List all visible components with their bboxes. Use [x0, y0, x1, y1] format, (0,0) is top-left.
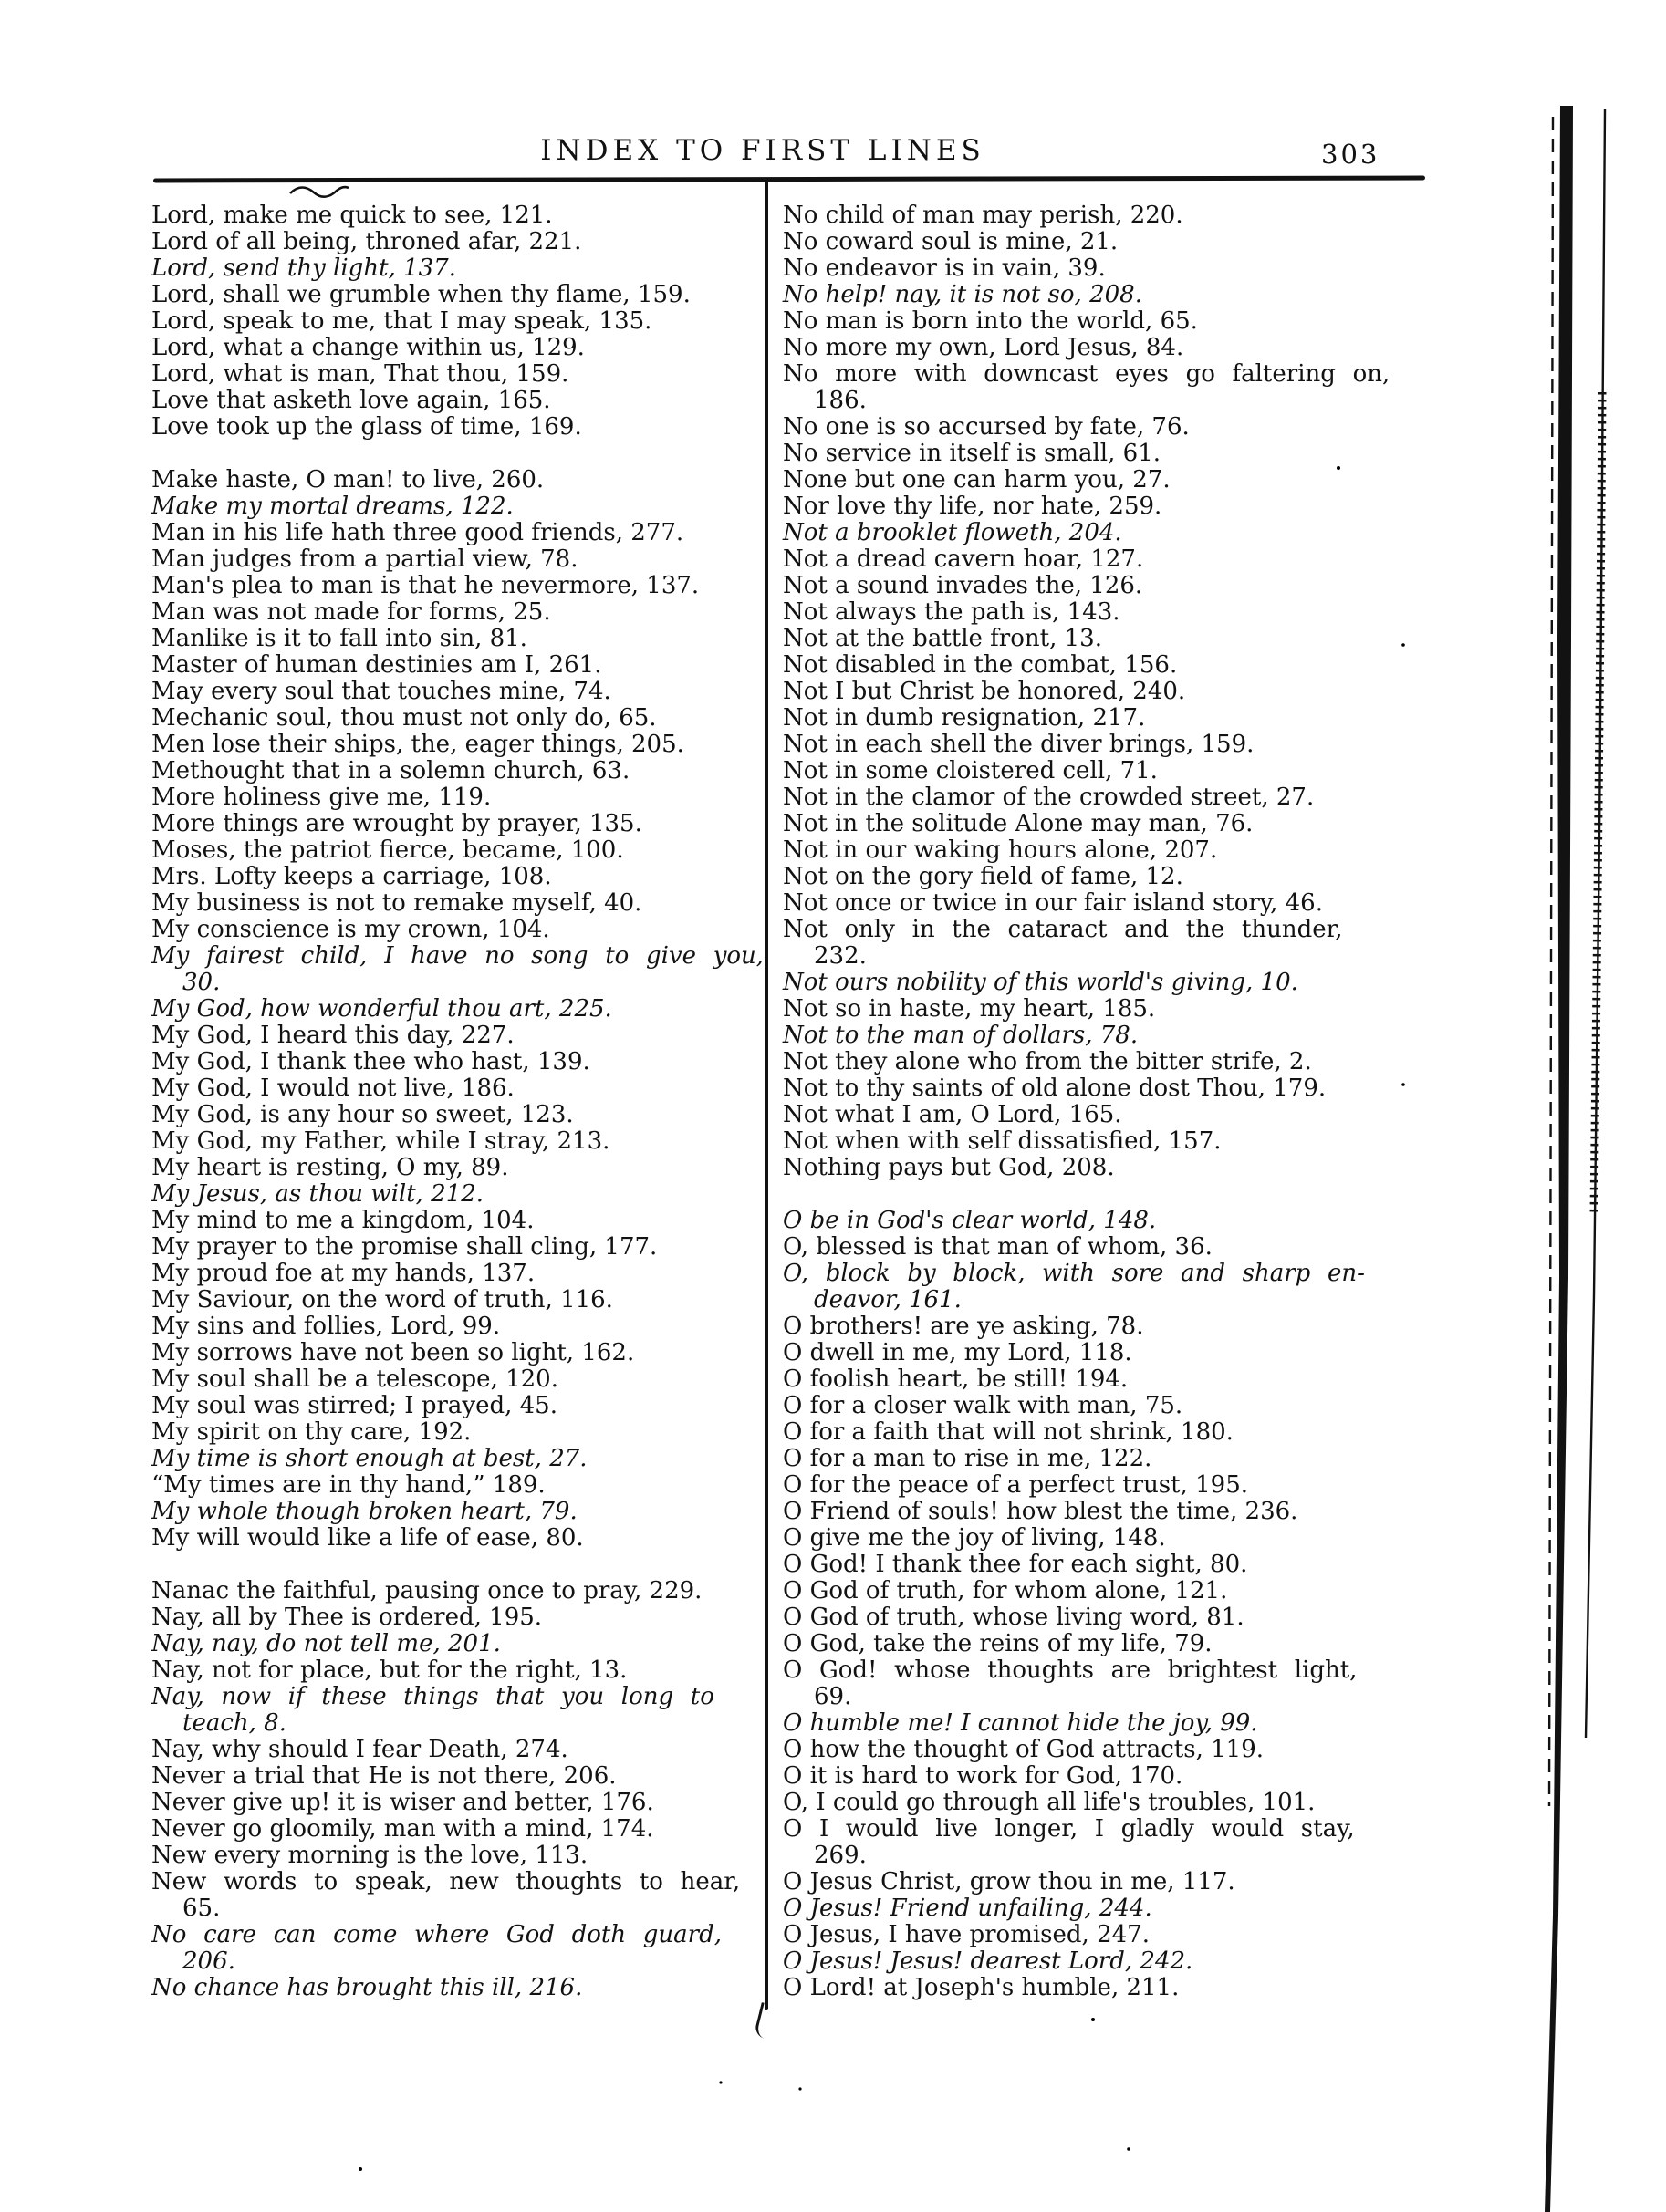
index-paragraph — [783, 1208, 1427, 2001]
index-entry-line: O God! I thank thee for each sight, 80. — [783, 1551, 1248, 1578]
index-entry-line: Not to thy saints of old alone dost Thou, 179. — [783, 1075, 1327, 1102]
index-paragraph — [151, 1578, 761, 2001]
index-entry-line: Lord, shall we grumble when thy flame, 159. — [151, 281, 691, 308]
index-entry-line: Manlike is it to fall into sin, 81. — [151, 625, 527, 652]
page-number: 303 — [1321, 139, 1380, 170]
index-entry-line: New every morning is the love, 113. — [151, 1842, 588, 1869]
index-entry-line: My Saviour, on the word of truth, 116. — [151, 1286, 613, 1314]
index-entry-line: Lord, what is man, That thou, 159. — [151, 360, 569, 388]
column-divider-rule — [765, 179, 768, 2010]
index-entry-line: O for a man to rise in me, 122. — [783, 1445, 1152, 1472]
index-entry-line: Never give up! it is wiser and better, 176. — [151, 1789, 654, 1816]
index-entry-line: My God, I would not live, 186. — [151, 1075, 515, 1102]
index-entry-line: Moses, the patriot fierce, became, 100. — [151, 836, 624, 864]
page-edge-line — [1586, 109, 1605, 1738]
index-entry-line: My time is short enough at best, 27. — [151, 1445, 588, 1472]
index-paragraph — [151, 466, 765, 1552]
index-entry-line: Nay, now if these things that you long to — [151, 1683, 714, 1710]
ink-speck — [719, 2081, 722, 2083]
index-entry-line: O for a faith that will not shrink, 180. — [783, 1418, 1234, 1446]
index-entry-line: Mrs. Lofty keeps a carriage, 108. — [151, 863, 552, 890]
index-entry-line: Not on the gory field of fame, 12. — [783, 863, 1183, 890]
index-entry-line: No more my own, Lord Jesus, 84. — [783, 334, 1184, 361]
index-entry-line: Not so in haste, my heart, 185. — [783, 995, 1156, 1023]
index-entry-line: Nanac the faithful, pausing once to pray, 229. — [151, 1577, 703, 1604]
index-entry-line: My spirit on thy care, 192. — [151, 1418, 472, 1446]
index-paragraph — [783, 203, 1427, 1181]
column-right — [783, 203, 1427, 2001]
index-entry-line: Love that asketh love again, 165. — [151, 387, 551, 414]
index-entry-line: No chance has brought this ill, 216. — [151, 1974, 583, 2001]
index-entry-line: O give me the joy of living, 148. — [783, 1524, 1166, 1552]
index-entry-line: Make haste, O man! to live, 260. — [151, 466, 545, 493]
index-entry-line: My soul shall be a telescope, 120. — [151, 1366, 558, 1393]
index-entry-line: Man judges from a partial view, 78. — [151, 545, 578, 573]
index-entry-line: O God of truth, whose living word, 81. — [783, 1604, 1244, 1631]
index-entry-line: No child of man may perish, 220. — [783, 202, 1183, 229]
index-entry-line: O brothers! are ye asking, 78. — [783, 1313, 1144, 1340]
index-entry-line: No more with downcast eyes go faltering on, — [783, 360, 1390, 388]
column-left — [151, 202, 765, 2001]
index-entry-line: O Lord! at Joseph's humble, 211. — [783, 1974, 1180, 2001]
index-entry-line: Not disabled in the combat, 156. — [783, 651, 1178, 679]
index-entry-line: O dwell in me, my Lord, 118. — [783, 1339, 1132, 1366]
index-entry-line: Not when with self dissatisfied, 157. — [783, 1127, 1222, 1155]
index-entry-line: Not in some cloistered cell, 71. — [783, 757, 1158, 784]
index-entry-line: Nay, why should I fear Death, 274. — [151, 1736, 568, 1763]
index-entry-line: My prayer to the promise shall cling, 177. — [151, 1233, 658, 1261]
index-entry-line: Master of human destinies am I, 261. — [151, 651, 602, 679]
index-entry-line: My will would like a life of ease, 80. — [151, 1524, 584, 1552]
index-entry-line: My sorrows have not been so light, 162. — [151, 1339, 635, 1366]
index-entry-line: No man is born into the world, 65. — [783, 307, 1198, 335]
index-entry-line: Not in the solitude Alone may man, 76. — [783, 810, 1254, 837]
index-entry-line: O Jesus! Friend unfailing, 244. — [783, 1895, 1152, 1922]
index-entry-line: O, I could go through all life's troubles, 101. — [783, 1789, 1316, 1816]
index-entry-line: Never a trial that He is not there, 206. — [151, 1762, 617, 1790]
index-entry-line: May every soul that touches mine, 74. — [151, 678, 611, 705]
index-entry-line: Nor love thy life, nor hate, 259. — [783, 493, 1162, 520]
index-entry-line: My business is not to remake myself, 40. — [151, 889, 642, 917]
index-entry-line: No service in itself is small, 61. — [783, 440, 1161, 467]
index-entry-line: O, blessed is that man of whom, 36. — [783, 1233, 1213, 1261]
index-entry-line: O Jesus, I have promised, 247. — [783, 1921, 1150, 1948]
index-entry-line: O for a closer walk with man, 75. — [783, 1392, 1183, 1419]
index-entry-continuation: 232. — [814, 942, 867, 970]
index-entry-line: My God, I heard this day, 227. — [151, 1022, 515, 1049]
index-entry-line: Methought that in a solemn church, 63. — [151, 757, 630, 784]
index-entry-line: My God, I thank thee who hast, 139. — [151, 1048, 590, 1075]
index-entry-line: O God, take the reins of my life, 79. — [783, 1630, 1213, 1657]
index-entry-line: Love took up the glass of time, 169. — [151, 413, 582, 441]
page-edge-broken-line — [1549, 117, 1553, 1806]
index-entry-continuation: 69. — [814, 1683, 852, 1710]
index-entry-line: O Jesus Christ, grow thou in me, 117. — [783, 1868, 1235, 1895]
index-entry-line: No endeavor is in vain, 39. — [783, 254, 1106, 282]
index-entry-line: Not ours nobility of this world's giving, 10. — [783, 969, 1298, 996]
index-entry-line: Not they alone who from the bitter strife, 2. — [783, 1048, 1312, 1075]
index-entry-line: Never go gloomily, man with a mind, 174. — [151, 1815, 654, 1843]
index-entry-line: New words to speak, new thoughts to hear, — [151, 1868, 741, 1895]
index-entry-line: O God! whose thoughts are brightest light, — [783, 1656, 1358, 1684]
ink-speck — [359, 2167, 362, 2171]
index-entry-line: Not a brooklet floweth, 204. — [783, 519, 1122, 546]
index-entry-line: Not always the path is, 143. — [783, 598, 1120, 626]
index-entry-line: O for the peace of a perfect trust, 195. — [783, 1471, 1249, 1499]
index-entry-line: Nay, not for place, but for the right, 13. — [151, 1656, 628, 1684]
index-entry-line: Lord, send thy light, 137. — [151, 254, 456, 282]
index-entry-line: O, block by block, with sore and sharp en- — [783, 1260, 1365, 1287]
index-entry-line: My proud foe at my hands, 137. — [151, 1260, 536, 1287]
index-entry-line: My fairest child, I have no song to give you, — [151, 942, 765, 970]
index-entry-line: Man's plea to man is that he nevermore, 137. — [151, 572, 700, 599]
index-entry-line: My God, how wonderful thou art, 225. — [151, 995, 612, 1023]
index-entry-line: Man in his life hath three good friends, 277. — [151, 519, 684, 546]
index-entry-line: Lord, make me quick to see, 121. — [151, 202, 553, 229]
index-entry-line: Not only in the cataract and the thunder, — [783, 916, 1343, 943]
index-entry-line: My mind to me a kingdom, 104. — [151, 1207, 535, 1234]
index-entry-line: Man was not made for forms, 25. — [151, 598, 551, 626]
index-entry-line: O humble me! I cannot hide the joy, 99. — [783, 1709, 1258, 1737]
index-entry-continuation: 186. — [814, 387, 867, 414]
index-entry-line: O foolish heart, be still! 194. — [783, 1366, 1129, 1393]
index-entry-line: My conscience is my crown, 104. — [151, 916, 550, 943]
index-entry-line: O Jesus! Jesus! dearest Lord, 242. — [783, 1947, 1193, 1975]
index-entry-line: Not I but Christ be honored, 240. — [783, 678, 1186, 705]
index-entry-line: My God, is any hour so sweet, 123. — [151, 1101, 574, 1128]
index-paragraph — [151, 203, 761, 441]
index-entry-line: More holiness give me, 119. — [151, 784, 492, 811]
column-divider-tail — [754, 2002, 774, 2039]
index-entry-line: O I would live longer, I gladly would stay, — [783, 1815, 1355, 1843]
index-entry-continuation: deavor, 161. — [814, 1286, 962, 1314]
index-entry-line: Lord of all being, throned afar, 221. — [151, 228, 582, 255]
index-entry-line: Not what I am, O Lord, 165. — [783, 1101, 1122, 1128]
index-entry-continuation: 269. — [814, 1842, 867, 1869]
index-entry-line: O how the thought of God attracts, 119. — [783, 1736, 1265, 1763]
header-rule — [153, 176, 1425, 183]
index-entry-line: O it is hard to work for God, 170. — [783, 1762, 1183, 1790]
ink-speck — [1127, 2147, 1130, 2151]
index-entry-line: Not in each shell the diver brings, 159. — [783, 731, 1255, 758]
index-entry-line: Nothing pays but God, 208. — [783, 1154, 1115, 1181]
index-entry-line: My Jesus, as thou wilt, 212. — [151, 1180, 484, 1208]
index-entry-line: Nay, nay, do not tell me, 201. — [151, 1630, 501, 1657]
index-entry-line: Not once or twice in our fair island story, 46. — [783, 889, 1323, 917]
ink-speck — [798, 2087, 801, 2090]
index-entry-line: Not a sound invades the, 126. — [783, 572, 1143, 599]
index-entry-line: O be in God's clear world, 148. — [783, 1207, 1157, 1234]
index-entry-continuation: 30. — [182, 969, 221, 996]
index-entry-line: None but one can harm you, 27. — [783, 466, 1171, 493]
gutter-shadow-streak — [1545, 106, 1573, 2212]
index-entry-line: No coward soul is mine, 21. — [783, 228, 1119, 255]
index-entry-line: Lord, what a change within us, 129. — [151, 334, 585, 361]
index-entry-line: My God, my Father, while I stray, 213. — [151, 1127, 610, 1155]
ink-speck — [1091, 2018, 1095, 2021]
index-entry-line: Not in the clamor of the crowded street, 27. — [783, 784, 1315, 811]
index-entry-line: No care can come where God doth guard, — [151, 1921, 722, 1948]
index-entry-continuation: teach, 8. — [182, 1709, 286, 1737]
index-entry-line: Not at the battle front, 13. — [783, 625, 1102, 652]
index-entry-continuation: 206. — [182, 1947, 235, 1975]
index-entry-continuation: 65. — [182, 1895, 221, 1922]
index-entry-line: Make my mortal dreams, 122. — [151, 493, 514, 520]
index-entry-line: O Friend of souls! how blest the time, 236. — [783, 1498, 1298, 1525]
index-entry-line: Men lose their ships, the, eager things, 205. — [151, 731, 684, 758]
page-title: INDEX TO FIRST LINES — [540, 134, 985, 167]
index-entry-line: Not in dumb resignation, 217. — [783, 704, 1146, 732]
index-entry-line: My heart is resting, O my, 89. — [151, 1154, 509, 1181]
pen-squiggle-mark — [290, 187, 349, 197]
index-entry-line: No help! nay, it is not so, 208. — [783, 281, 1142, 308]
page-edge-texture — [1594, 392, 1602, 1213]
index-entry-line: Not in our waking hours alone, 207. — [783, 836, 1218, 864]
index-entry-line: Lord, speak to me, that I may speak, 135. — [151, 307, 652, 335]
index-entry-line: My whole though broken heart, 79. — [151, 1498, 578, 1525]
index-entry-line: Not to the man of dollars, 78. — [783, 1022, 1139, 1049]
index-entry-line: No one is so accursed by fate, 76. — [783, 413, 1190, 441]
index-entry-line: More things are wrought by prayer, 135. — [151, 810, 642, 837]
index-entry-line: O God of truth, for whom alone, 121. — [783, 1577, 1228, 1604]
index-entry-line: Nay, all by Thee is ordered, 195. — [151, 1604, 543, 1631]
index-entry-line: My soul was stirred; I prayed, 45. — [151, 1392, 557, 1419]
index-entry-line: My sins and follies, Lord, 99. — [151, 1313, 501, 1340]
index-entry-line: Not a dread cavern hoar, 127. — [783, 545, 1144, 573]
index-entry-line: Mechanic soul, thou must not only do, 65. — [151, 704, 657, 732]
index-entry-line: “My times are in thy hand,” 189. — [151, 1471, 546, 1499]
